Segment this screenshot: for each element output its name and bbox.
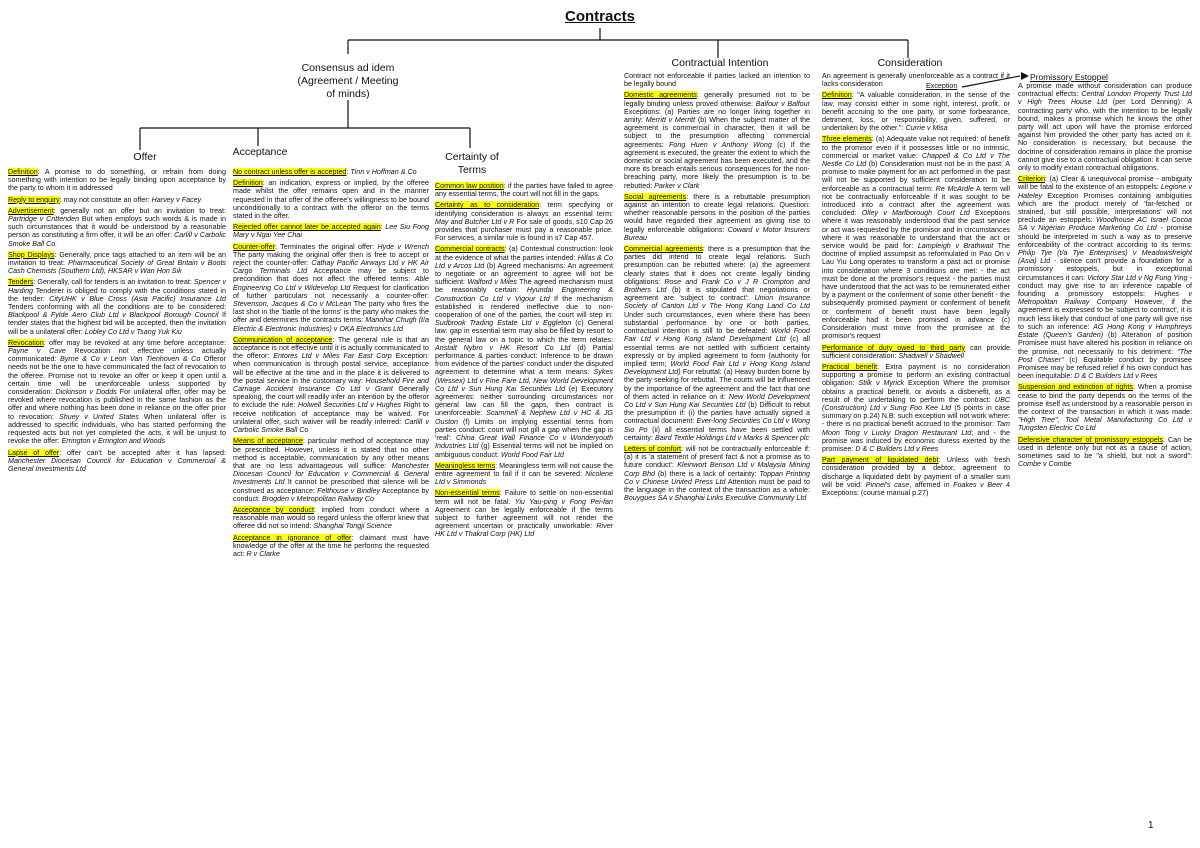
column-contractual-intention bbox=[624, 72, 810, 818]
case-citation: Re McArdle bbox=[935, 184, 974, 193]
case-citation: D & C Builders Ltd v Rees bbox=[1074, 372, 1158, 381]
case-citation: Merritt v Merritt bbox=[645, 116, 696, 125]
body-text: If tender states that the highest bid will be accepted, then the invitation will be a unilateral offer: bbox=[8, 311, 226, 336]
case-citation: Carlill v Carbolic Smoke Ball Co bbox=[233, 417, 429, 435]
case-citation: UBC (Construction) Ltd v Sung Foo Kee Ltd bbox=[822, 395, 1010, 412]
case-citation: Stevenson, Jacques & Co v McLean bbox=[233, 300, 352, 309]
section-heading: Practical benefit bbox=[822, 362, 878, 371]
body-text: : there is a rebuttable presumption against an intention to create legal relations. Question: whether reasonable persons in the position of the parties would have regarded their agreement as giving rise to legally enforceable obligations: bbox=[624, 192, 810, 234]
consideration-paragraph bbox=[822, 456, 1010, 497]
body-text: : (a) Clear & unequivocal promise - ambiguity will be fatal to the existence of an estoppels: bbox=[1018, 175, 1192, 192]
case-citation: "The Post Chaser" bbox=[1018, 347, 1192, 364]
case-citation: Hughes v Metropolitan Railway Company bbox=[1018, 290, 1192, 307]
case-citation: Entores Ltd v Miles Far East Corp bbox=[273, 352, 392, 361]
body-text: : claimant must have knowledge of the offer at the time he performs the requested act: bbox=[233, 533, 429, 558]
body-text: - silence can't provide a foundation for a promissory estoppels, but in exceptional circumstances it can: bbox=[1018, 257, 1192, 282]
case-citation: Hyundai Engineering & Construction Co Ltd v Vigour Ltd bbox=[435, 286, 613, 303]
section-heading: Tenders bbox=[8, 278, 34, 287]
body-text: : generally not an offer but an invitation to treat: bbox=[53, 206, 226, 215]
body-text: Exception Promises containing ambiguities which are the product merely of 'far-fetched or strained, but still possible, interpretations' will not preclude an estoppels: bbox=[1018, 191, 1192, 225]
case-citation: River HK Ltd v Thakral Corp (HK) Ltd bbox=[435, 522, 613, 539]
acceptance-paragraph bbox=[233, 223, 429, 239]
body-text: : Can be used in defence only but not as a cause of action, sometimes said to be "a shield, but not a sword": bbox=[1018, 435, 1192, 460]
acceptance-paragraph bbox=[233, 243, 429, 333]
section-heading: Social agreements bbox=[624, 192, 687, 201]
case-citation: Stilk v Myrick bbox=[858, 379, 905, 388]
section-heading: Acceptance by conduct bbox=[233, 505, 314, 514]
body-text: - conduct may give rise to an inference capable of founding a promissory estoppels: bbox=[1018, 273, 1192, 299]
section-heading: Definition bbox=[8, 168, 38, 176]
body-text: (5 points in case summary on p.24) N.B: such exception will not work where: - there is no practical benefit accrued to the promisor: bbox=[822, 403, 1010, 429]
body-text: : Terminates the original offer: bbox=[274, 242, 378, 251]
body-text: : may not constitute an offer: bbox=[59, 195, 152, 204]
body-text: : bbox=[346, 168, 351, 176]
body-text: : (a) Contextual construction: look at the evidence of what the parties intended: bbox=[435, 245, 613, 262]
body-text: : an indication, express or implied, by the offeree made whilst the offer remains open and in the manner requested in that offer of the offeree's willingness to be bound unconditionally to a contract with the offeror on the terms stated in the offer. bbox=[233, 179, 429, 221]
consideration-paragraph bbox=[822, 72, 1010, 88]
case-citation: R v Clarke bbox=[246, 549, 280, 558]
case-citation: Rose and Frank Co v J R Crompton and Brothers Ltd bbox=[624, 277, 810, 295]
case-citation: Coward v Motor Insurers Bureau bbox=[624, 225, 810, 242]
body-text: But when employs such words & is made in such circumstances that it would be understood by a reasonable person as constituting a firm offer, it will be an offer: bbox=[8, 215, 226, 240]
case-citation: Cathay Pacific Airways Ltd v HK Air Cargo Terminals Ltd bbox=[233, 259, 429, 276]
case-citation: Scammell & Nephew Ltd v HC & JG Ouston bbox=[435, 409, 613, 426]
case-citation: Lampleigh v Brathwait bbox=[917, 242, 994, 251]
section-heading: Definition bbox=[233, 179, 263, 188]
body-text: can provide sufficient consideration: bbox=[822, 343, 1010, 360]
offer-paragraph bbox=[8, 449, 226, 474]
body-text: : Generally, price tags attached to an item will be an invitation to treat: bbox=[8, 250, 226, 268]
body-text: If the mechanism established is rendered ineffective due to non-cooperation of one of the parties, the court will step in: bbox=[435, 294, 613, 320]
body-text: (c) If the agreement is executed, the greater the extent to which the domestic or social agreement has been executed, and the more its breach entails serious consequences for the non-breaching party, more likely the presumption is to be rebutted: bbox=[624, 140, 810, 190]
case-citation: Manchester Diocesan Council for Education v Commercial & General Investments Ltd bbox=[8, 456, 226, 473]
intention-paragraph bbox=[624, 445, 810, 502]
body-text: 4 Exceptions: (course manual p.27) bbox=[822, 480, 1010, 497]
body-text: Agreement can be legally enforceable if the terms subject to further agreement will not render the agreement uncertain or practically unworkable: bbox=[435, 505, 613, 531]
body-text: Tenderer is obliged to comply with the conditions stated in the tender: bbox=[8, 286, 226, 303]
section-heading: Rejected offer cannot later be accepted again bbox=[233, 223, 381, 232]
body-text: When unilateral offer is addressed to specific individuals, who has started performing the requested acts but not yet completed the acts, it will be unjust to revoke the offer: bbox=[8, 412, 226, 446]
body-text: : A promise to do something, or refrain from doing something with intention to be legally binding upon acceptance by the party to whom it is addressed bbox=[8, 168, 226, 193]
exception-label: Exception bbox=[926, 82, 958, 90]
offer-paragraph bbox=[8, 339, 226, 446]
body-text: : offer can't be accepted after it has lapsed: bbox=[59, 448, 226, 457]
offer-paragraph bbox=[8, 278, 226, 335]
heading-offer: Offer bbox=[133, 151, 157, 163]
body-text: (d) Partial performance & parties conduct: Inference to be drawn from evidence of the parties' conduct under the disputed agreement to determine what a term means: bbox=[435, 343, 613, 377]
body-text: : will not be contractually enforceable if: (a) it is 'a statement of present fact & not a promise as to future conduct': bbox=[624, 444, 810, 470]
body-text: Acceptance may be subject to precondition that does not affect the offered terms: bbox=[233, 267, 429, 284]
case-citation: World Food Fair Ltd v Hong Kong Island Development Ltd bbox=[624, 327, 810, 344]
body-text: For sale of goods, s10 Cap 26 provides that purchaser must pay a reasonable price. For services, a similar rule is found in s7 Cap 457. bbox=[435, 217, 613, 243]
body-text: : Unless with fresh consideration provided by a debtor, agreement to discharge a liquidated debt by payment of a smaller sum will be void: bbox=[822, 456, 1010, 489]
case-citation: Lobley Co Ltd v Tsang Yuk Kiu bbox=[84, 327, 182, 336]
body-text: : bbox=[380, 223, 386, 232]
body-text: : there is a presumption that the parties did intend to create legal relations. Such presumption can be rebutted where: (a) the agreement clearly states that it does not create legally binding obligations: bbox=[624, 245, 810, 286]
body-text: It cannot be prescribed that silence will be construed as acceptance: bbox=[233, 478, 429, 495]
column-consideration bbox=[822, 72, 1010, 812]
body-text: (c) all essential terms are not settled with sufficient certainty expressly or by implied agreement to form (authority for implied term; bbox=[624, 335, 810, 368]
case-citation: Tinn v Hoffman & Co bbox=[350, 168, 417, 176]
section-heading: Common law position bbox=[435, 182, 504, 190]
consideration-paragraph bbox=[822, 135, 1010, 340]
case-citation: Yiu Yau-ping v Fong Pei-fan bbox=[514, 497, 613, 506]
case-citation: Olley v Marlborough Court Ltd bbox=[861, 209, 970, 218]
body-text: : When a promise cease to bind the party depends on the terms of the promise itself as understood by a reasonable person in the context of the transaction in which it was made: bbox=[1018, 383, 1192, 416]
case-citation: Legione v Hateley bbox=[1018, 183, 1192, 200]
case-citation: D & C Builders Ltd v Rees bbox=[855, 444, 939, 453]
case-citation: Parker v Clark bbox=[654, 181, 700, 190]
case-citation: Union Insurance Society of Canton Ltd v The Hong Kong Land Co Ltd bbox=[624, 294, 810, 311]
acceptance-paragraph bbox=[233, 437, 429, 503]
promissory-paragraph bbox=[1018, 82, 1192, 172]
body-text: (b) it is stipulated that negotiations or agreement are 'subject to contract': bbox=[624, 286, 810, 303]
case-citation: AG Hong Kong v Humphreys Estate (Queen's Garden) bbox=[1018, 322, 1192, 340]
section-heading: Counter-offer bbox=[233, 242, 275, 251]
case-citation: Sudbrook Trading Estate Ltd v Eggleton bbox=[435, 319, 572, 328]
case-citation: Holwell Securities Ltd v Hughes bbox=[297, 401, 402, 410]
case-citation: World Food Fair Ltd v Hong Kong Island Development Ltd) bbox=[624, 359, 810, 377]
body-text: (e) Executory agreements: neither surrounding circumstances nor general law can fill the gaps, then contract is unenforceable: bbox=[435, 384, 613, 418]
body-text: However, if the agreement is expressed to be 'subject to contract', it is much less likely that conduct of one party will give rise to such an inference: bbox=[1018, 298, 1192, 331]
case-citation: Partridge v Crittenden bbox=[8, 215, 80, 224]
section-heading: Means of acceptance bbox=[233, 437, 303, 446]
case-citation: New World Development Co Ltd v Sun Hung Kai Securities Ltd bbox=[624, 392, 810, 409]
case-citation: Shadwell v Shadwell bbox=[898, 351, 964, 360]
body-text: The agreed mechanism must be reasonably certain: bbox=[435, 278, 613, 295]
heading-consensus: Consensus ad idem (Agreement / Meeting of minds) bbox=[297, 62, 399, 100]
body-text: Attention must be paid to the language in the context of the transaction as a whole: bbox=[624, 477, 810, 494]
case-citation: China Great Wall Finance Co v Wonderyouth Industries Ltd bbox=[435, 434, 613, 451]
acceptance-paragraph bbox=[233, 168, 429, 176]
section-heading: Part payment of liquidated debt bbox=[822, 456, 939, 465]
body-text: : particular method of acceptance may be prescribed. However, unless it is stated that no other method is acceptable, communication by any other means that are no less advantageous will suffice: bbox=[233, 437, 429, 470]
section-heading: Performance of duty owed to third party bbox=[822, 343, 966, 352]
certainty-paragraph bbox=[435, 245, 613, 458]
body-text: Right to receive notification of acceptance may be waived. For unilateral offer, such waiver will be readily inferred: bbox=[233, 401, 429, 426]
case-citation: Bouygues SA v Shanghai Links Executive Community Ltd bbox=[624, 494, 807, 503]
case-citation: Errington v Errington and Woods bbox=[61, 437, 166, 446]
body-text: Request for clarification of further particulars not necessarily a counter-offer: bbox=[233, 283, 429, 300]
case-citation: Blackpool & Fylde Aero Club Ltd v Blackpool Borough Council bbox=[8, 311, 219, 320]
offer-paragraph bbox=[8, 207, 226, 248]
acceptance-paragraph bbox=[233, 336, 429, 434]
body-text: : offer may be revoked at any time before acceptance: bbox=[43, 338, 226, 347]
body-text: The party making the original offer then is free to accept or reject the counter-offer: bbox=[233, 250, 429, 268]
section-heading: Meaningless terms bbox=[435, 461, 496, 470]
case-citation: Walford v Miles bbox=[467, 278, 517, 287]
case-citation: World Food Fair Ltd bbox=[500, 450, 565, 459]
case-citation: CityUHK v Blue Cross (Asia Pacific) Insurance Ltd bbox=[49, 294, 226, 303]
intention-paragraph bbox=[624, 193, 810, 242]
promissory-paragraph bbox=[1018, 383, 1192, 432]
section-heading: Communication of acceptance bbox=[233, 335, 333, 344]
section-heading: Letters of comfort bbox=[624, 444, 682, 453]
section-heading: Commercial contracts bbox=[435, 245, 505, 254]
section-heading: Acceptance in ignorance of offer bbox=[233, 533, 352, 542]
case-citation: Combe v Combe bbox=[1018, 460, 1072, 469]
section-heading: Shop Displays bbox=[8, 250, 55, 259]
case-citation: Pharmaceutical Society of Great Britain v Boots Cash Chemists (Southern Ltd), HKSAR v Wan Hon Sik bbox=[8, 259, 226, 276]
certainty-paragraph bbox=[435, 489, 613, 538]
column-certainty bbox=[435, 182, 613, 822]
body-text: (b) Consideration must not be in the past: A promise to make payment for an act performed in the past will not be supported by sufficient consideration to be enforceable as a contractual term: bbox=[822, 160, 1010, 193]
case-citation: Shuey v United States bbox=[58, 412, 139, 421]
case-citation: Chappell & Co Ltd v The Nestle Co Ltd bbox=[822, 151, 1010, 169]
section-heading: Commercial agreements bbox=[624, 245, 703, 254]
body-text: : Meaningless term will not cause the entire agreement to fail if it can be severed: bbox=[435, 461, 613, 478]
body-text: Generally speaking, the court will readily infer an intention by the offeror to exclude the rule: bbox=[233, 385, 429, 410]
consideration-paragraph bbox=[822, 91, 1010, 132]
body-text: Offeror needs not be the one to have communicated the fact of revocation to the offeree. Promise not to revoke an offer or keep it open until a certain time will be unenforceable unless supported by consideration: bbox=[8, 355, 226, 397]
body-text: Exception: when communication is through postal service, acceptance will be effective at the time and in the place it is delivered to the postal service in the customary way: bbox=[233, 352, 429, 385]
body-text: : generally presumed not to be legally binding unless proved otherwise: bbox=[624, 91, 810, 108]
case-citation: Tam Moon Tong v Lucky Dragon Restaurant Ltd bbox=[822, 420, 1010, 437]
body-text: The doctrine of implied assumpsit as reformulated in Pao On v Lau Yiu Long operates to transform a past act or promise into consideration where 3 conditions are met: - the act must be done at the promisor's request - the parties must have understood that the act was to be remunerated either by a payment or the conferment of some other benefit - the subsequently promised payment or conferment of benefit or conferment of benefit must have been legally enforceable had it been promised in advance (c) Consideration must move from the promisee at the promisor's request bbox=[822, 242, 1010, 341]
intention-paragraph bbox=[624, 72, 810, 88]
case-citation: Spencer v Harding bbox=[8, 278, 226, 295]
case-citation: Kleinwort Benson Ltd v Malaysia Mining Corp Bhd bbox=[624, 461, 810, 478]
body-text: (b) Alteration of position Promisee must have altered his position in reliance on the promise, not necessarily to his detriment: bbox=[1018, 331, 1192, 356]
section-heading: Certainty as to consideration bbox=[435, 201, 540, 210]
heading-consideration: Consideration bbox=[877, 57, 943, 69]
body-text: (f) Limits on implying essential terms from parties conduct: court will not gill a gap when the gap is 'real': bbox=[435, 417, 613, 443]
case-citation: Philip Tye (t/a Tye Enterprises) v Meadowsfreight (Asia) Ltd bbox=[1018, 249, 1192, 266]
body-text: Exceptions where it was reasonably understood that the past service or act was requested by the promisor and in circumstances where it was reasonable to understand that the act or service would be paid for: bbox=[822, 209, 1010, 251]
acceptance-paragraph bbox=[233, 179, 429, 220]
heading-certainty: Certainty of Terms bbox=[445, 151, 499, 176]
certainty-paragraph bbox=[435, 201, 613, 242]
promissory-paragraph bbox=[1018, 436, 1192, 469]
heading-promissory-estoppel: Promissory Estoppel bbox=[1030, 72, 1108, 82]
offer-paragraph bbox=[8, 196, 226, 204]
heading-contractual-intention: Contractual Intention bbox=[671, 57, 769, 69]
offer-paragraph bbox=[8, 168, 226, 193]
body-text: (c) Equitable conduct by promisee Promisee may be refused relief if his own conduct has been inequitable: bbox=[1018, 355, 1192, 381]
case-citation: Ever-long Securities Co Ltd v Wong Sio Po bbox=[624, 417, 810, 434]
body-text: , affirmed in bbox=[909, 480, 954, 489]
section-heading: Lapse of offer bbox=[8, 448, 60, 457]
case-citation: Manohar Chugh (t/a Electric & Electronic Industries) v OKA Electronics Ltd bbox=[233, 316, 429, 333]
case-citation: Harvey v Facey bbox=[151, 195, 202, 204]
body-text: Acceptance by conduct: bbox=[233, 486, 429, 503]
body-text: : Failure to settle on non-essential term will not be fatal: bbox=[435, 489, 613, 506]
body-text: : "A valuable consideration, in the sense of the law, may consist either in some right, interest, profit, or benefit accruing to the one party, or some forbearance, detriment, loss, or responsibility, given, suffered, or undertaken by the other.": bbox=[822, 91, 1010, 133]
case-citation: Fong Huen v Anthony Wong bbox=[669, 140, 772, 149]
body-text: A promise made without consideration can produce contractual effects: bbox=[1018, 82, 1192, 99]
column-offer bbox=[8, 168, 226, 818]
consideration-paragraph bbox=[822, 344, 1010, 360]
body-text: : The general rule is that an acceptance is not effective until it is actually communicated to the offeror: bbox=[233, 335, 429, 361]
section-heading: Non-essential terms bbox=[435, 489, 500, 498]
section-heading: Three elements bbox=[822, 135, 872, 144]
case-citation: Toppan Printing Co v Chinese United Press Ltd bbox=[624, 469, 810, 486]
body-text: (g) Essential terms will not be implied on ambiguous conduct: bbox=[435, 442, 613, 459]
body-text: (per Lord Denning): A contracting party who, with the intention to be legally bound, makes a promise which he knows the other party will act upon will have the promise enforced against him provided the other party has acted on it. No consideration is necessary, but because the doctrine of consideration remains in place the promise cannot give rise to a contractual obligation: it can serve only to modify extant contractual obligations. bbox=[1018, 98, 1192, 173]
body-text: Exceptions: (a) Parties are no longer living together in amity: bbox=[624, 107, 810, 125]
body-text: : (a) Adequate value not required: of benefit to the promisor even if it possesses little or no intrinsic, commercial or market value: bbox=[822, 135, 1010, 160]
case-citation: Sykes (Wessex) Ltd v Fine Fare Ltd, New World Development Co Ltd v Sun Hung Kai Securities Ltd bbox=[435, 368, 613, 393]
intention-paragraph bbox=[624, 245, 810, 442]
intention-paragraph bbox=[624, 91, 810, 189]
section-heading: Definition bbox=[822, 91, 852, 100]
body-text: (b) Agreed mechanisms: An agreement to negotiate or an agreement to agree will not be sufficient: bbox=[435, 261, 613, 287]
body-text: (b) there is a lack of certainty: bbox=[655, 469, 760, 478]
body-text: For rebuttal: (a) Heavy burden borne by the party seeking for rebuttal. The courts will be influenced by the importance of the agreement and the fact that one of them acted in reliance on it: bbox=[624, 368, 810, 401]
certainty-paragraph bbox=[435, 182, 613, 198]
case-citation: Anstalt Nybro v HK Resort Co Ltd bbox=[435, 343, 571, 352]
body-text: Tenders conforming with all the conditions are to be considered: bbox=[8, 303, 226, 312]
section-heading: Revocation bbox=[8, 338, 44, 347]
body-text: : if the parties have failed to agree any essential terms, the court will not fill in the gaps. bbox=[435, 182, 613, 199]
body-text: - promise should be interpreted in such a way as to preserve enforceability of the contract according to its terms: bbox=[1018, 224, 1192, 249]
body-text: Revocation not effective unless actually communicated: bbox=[8, 347, 226, 364]
body-text: A term will not be contractually enforceable if it was sought to be introduced into a contract after the agreement was concluded: bbox=[822, 184, 1010, 218]
body-text: : term specifying or identifying consideration is always an essential term: bbox=[435, 201, 613, 218]
body-text: (b) When the subject matter of the agreement is commercial in character, then it will be subject to the presumption affecting commercial agreements: bbox=[624, 116, 810, 149]
body-text: : Generally, call for tenders is an invitation to treat: bbox=[33, 278, 194, 287]
body-text: The party who fires the last shot in the 'battle of the forms' is the party who makes the offer and determines the contracts terms: bbox=[233, 300, 429, 325]
column-acceptance bbox=[233, 168, 429, 818]
body-text: : Extra payment is no consideration supporting a promise to perform an existing contractual obligation: bbox=[822, 362, 1010, 388]
case-citation: May and Butcher Ltd v R bbox=[435, 217, 515, 226]
section-heading: Advertisement bbox=[8, 206, 54, 215]
section-heading: Criterion bbox=[1018, 175, 1045, 184]
consideration-paragraph bbox=[822, 363, 1010, 453]
offer-paragraph bbox=[8, 251, 226, 276]
body-text: Under such circumstances, even where there has been substantial performance by one or both parties, contractual intention is still to be defeated: bbox=[624, 310, 810, 336]
case-citation: Hyde v Wrench bbox=[377, 242, 429, 251]
section-heading: Suspension and extinction of rights bbox=[1018, 383, 1133, 392]
body-text: ; and - the promise was induced by economic duress exerted by the promisee: bbox=[822, 428, 1010, 453]
acceptance-paragraph bbox=[233, 506, 429, 531]
section-heading: Domestic agreements bbox=[624, 91, 697, 100]
body-text: (c) General law: gap in essential term may also be filled by resort to the general law on a topic to which the term relates: bbox=[435, 319, 613, 344]
page-title: Contracts bbox=[564, 8, 635, 25]
case-citation: Foakes v Beer bbox=[953, 480, 1003, 489]
heading-acceptance: Acceptance bbox=[232, 146, 288, 158]
case-citation: Nicolene Ltd v Simmonds bbox=[435, 469, 613, 487]
certainty-paragraph bbox=[435, 462, 613, 487]
body-text: Exception Where the promisor obtains a practical benefit, or avoids a disbenefit, as a result of the undertaking to perform the contract: bbox=[822, 379, 1010, 404]
case-citation: Able Engineering Co Ltd v Widevelop Ltd bbox=[233, 275, 429, 292]
body-text: Contract not enforceable if parties lacked an intention to be legally bound bbox=[624, 72, 810, 89]
case-citation: Lee Siu Fong Mary v Ngai Yee Chai bbox=[233, 223, 429, 240]
promissory-paragraph bbox=[1018, 175, 1192, 380]
body-text: For unilateral offer, offer may be revoked where revocation is published in the same fashion as the offer and where nothing has been done in reliance on the offer prior to revocation: bbox=[8, 388, 226, 421]
case-citation: Dickinson v Dodds bbox=[55, 388, 117, 397]
body-text: (b) Difficult to rebut the presumption if: (i) the parties have actually signed a contractual document: bbox=[624, 400, 810, 426]
acceptance-paragraph bbox=[233, 534, 429, 559]
case-citation: Felthouse v Bindley bbox=[317, 486, 381, 495]
case-citation: Victory Star Ltd v Ng Fung Ying bbox=[1087, 273, 1188, 282]
column-promissory-estoppel bbox=[1018, 82, 1192, 818]
body-text: An agreement is generally unenforceable as a contract if it lacks consideration bbox=[822, 72, 1010, 89]
case-citation: Manchester Diocesan Council for Education v Commercial & General Investments Ltd bbox=[233, 461, 429, 487]
case-citation: Brogden v Metropolitan Railway Co bbox=[261, 494, 374, 503]
section-heading: Reply to enquiry bbox=[8, 195, 60, 204]
case-citation: Payne v Cave bbox=[8, 347, 66, 356]
case-citation: Carlill v Carbolic Smoke Ball Co. bbox=[8, 231, 226, 248]
case-citation: Pinnel's case bbox=[865, 480, 910, 489]
section-heading: Defensive character of promissory estoppels bbox=[1018, 435, 1163, 444]
case-citation: Central London Property Trust Ltd v High Trees House Ltd bbox=[1018, 90, 1192, 107]
case-citation: Shanghai Tongji Science bbox=[313, 522, 392, 531]
case-citation: Balfour v Balfour bbox=[755, 99, 810, 108]
case-citation: Household Fire and Carriage Accident Insurance Co Ltd v Grant bbox=[233, 376, 429, 394]
case-citation: "High Tree", Tool Metal Manufacturing Co Ltd v Tungsten Electric Co Ltd bbox=[1018, 416, 1192, 433]
case-citation: Hillas & Co Ltd v Arcos Ltd bbox=[435, 253, 613, 270]
case-citation: Byrne & Co v Leon Van Tienhoven & Co bbox=[60, 355, 201, 364]
body-text: (ii) all essential terms have been settled with certainty: bbox=[624, 425, 810, 442]
body-text: : implied from conduct where a reasonable man would so regard unless the offeror knew that offeree did not so intend: bbox=[233, 505, 429, 531]
case-citation: Currie v Misa bbox=[905, 124, 948, 133]
case-citation: Baird Textile Holdings Ltd v Marks & Spencer plc bbox=[654, 433, 810, 442]
page-number: 1 bbox=[1148, 820, 1154, 831]
section-heading: No contract unless offer is accepted bbox=[233, 168, 347, 176]
case-citation: Woodhouse AC Israel Cocoa SA v Nigerian Produce Marketing Co Ltd bbox=[1018, 216, 1192, 233]
